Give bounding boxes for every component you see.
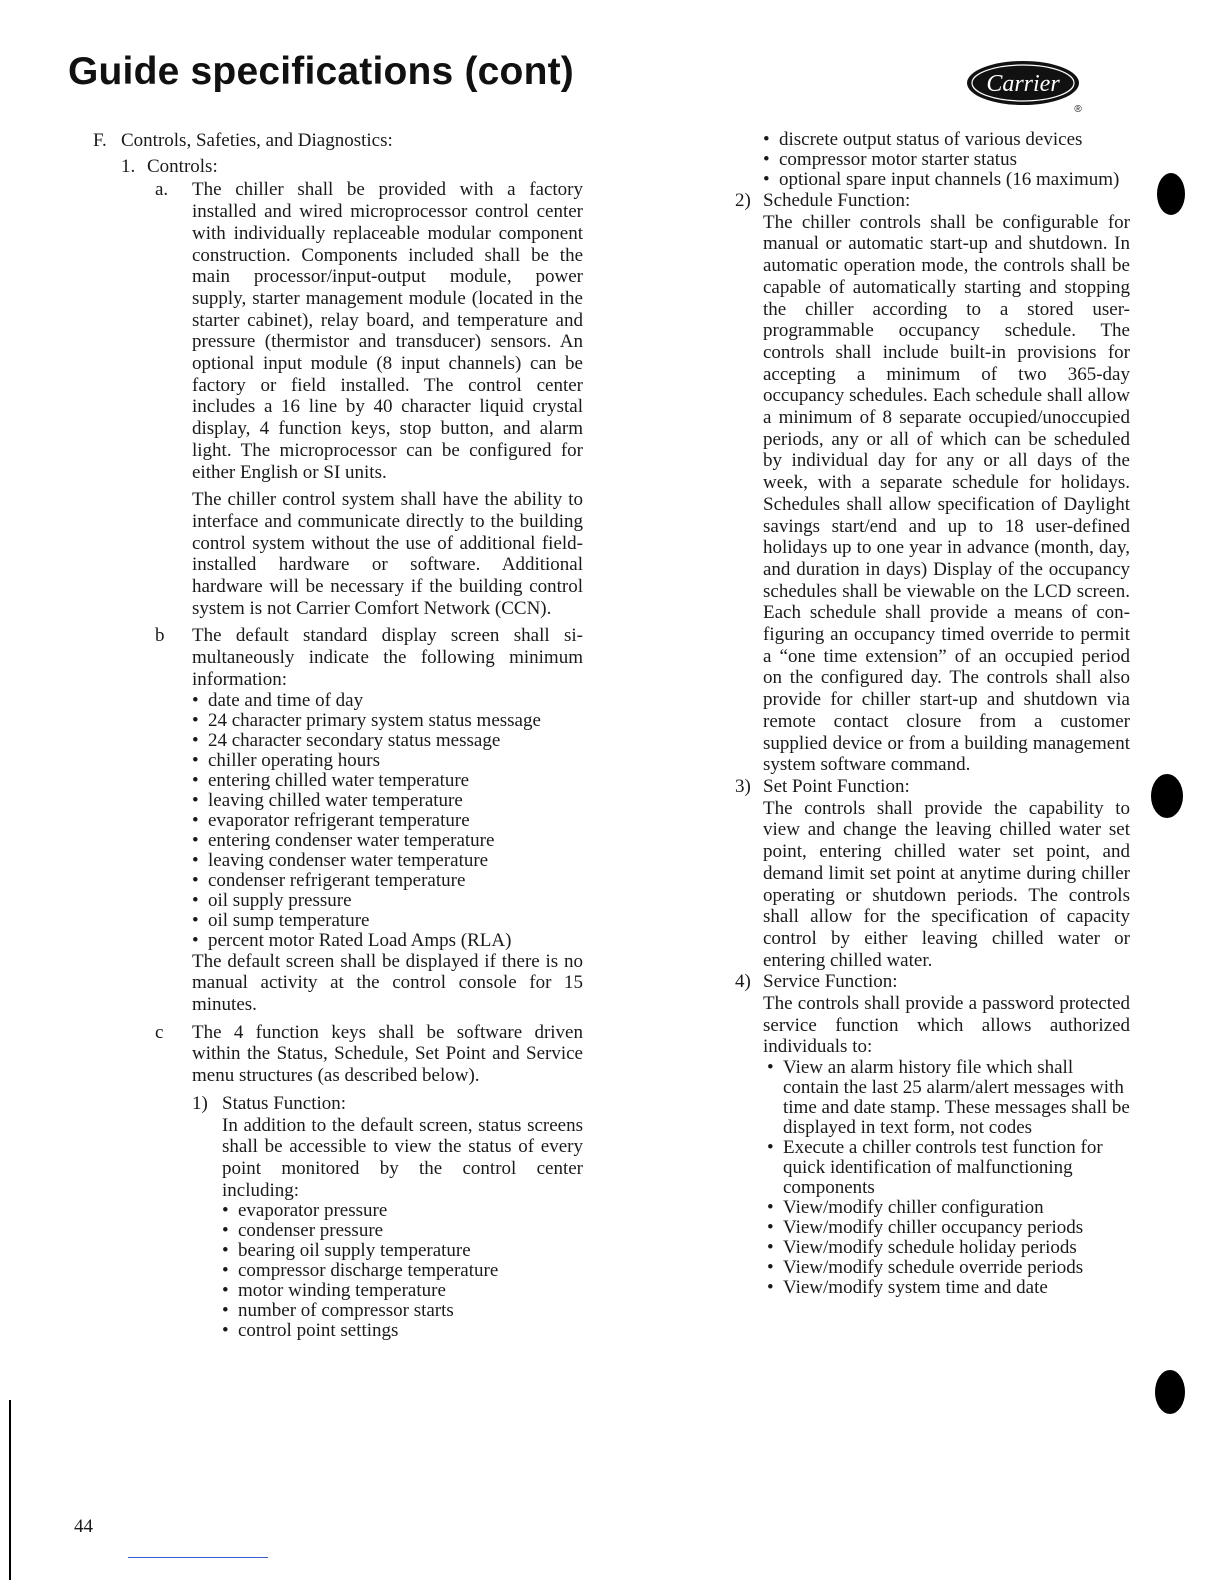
service-function-heading <box>735 971 1130 993</box>
set-point-function-title: Set Point Function: <box>763 775 910 797</box>
list-item: • control point settings <box>222 1321 583 1341</box>
list-item: • discrete output status of various devices <box>763 130 1130 150</box>
set-point-function-heading <box>735 776 1130 798</box>
status-function-label: 1) <box>192 1092 208 1114</box>
controls-items <box>121 179 583 1341</box>
service-actions-list <box>763 1058 1130 1298</box>
scan-edge-mark <box>9 1400 11 1580</box>
left-column <box>93 130 583 1341</box>
controls-heading <box>121 156 583 178</box>
schedule-function <box>735 190 1130 776</box>
list-item: • leaving condenser water temperature <box>192 851 583 871</box>
controls-label: 1. <box>121 155 136 177</box>
item-a-paragraph-2: The chiller control system shall have the ability to interface and communicate directly to the building control system without the use of additional field-installed hardware or software. Additional hardware will be necessary if the building control system is not Carrier Comfort Network (CCN). <box>192 489 583 619</box>
set-point-function <box>735 776 1130 971</box>
schedule-function-heading <box>735 190 1130 212</box>
item-c-intro: The 4 function keys shall be software driven within the Status, Schedule, Set Point and Service menu structures (as described below). <box>192 1021 583 1087</box>
set-point-function-body: The controls shall provide the capability to view and change the leaving chilled water set point, entering chilled water set point, and demand limit set point at anytime during chiller operating or shutdown periods. The controls shall allow for the specification of capacity control by either leaving chilled water or entering chilled water. <box>763 797 1130 971</box>
list-item: • 24 character primary system status message <box>192 711 583 731</box>
section-f-heading <box>93 130 583 152</box>
section-title: Controls, Safeties, and Diagnostics: <box>121 130 393 151</box>
status-function <box>192 1093 583 1342</box>
list-item: • View/modify schedule holiday periods <box>767 1238 1130 1258</box>
list-item: • compressor discharge temperature <box>222 1261 583 1281</box>
schedule-function-title: Schedule Function: <box>763 190 911 211</box>
list-item: • evaporator refrigerant temperature <box>192 811 583 831</box>
controls-section <box>93 156 583 1342</box>
item-b-label: b <box>155 625 165 647</box>
controls-title: Controls: <box>147 155 218 177</box>
default-screen-list <box>192 691 583 951</box>
item-b-intro: The default standard display screen shall simultaneously indicate the following minimum information: <box>192 625 583 690</box>
list-item: • percent motor Rated Load Amps (RLA) <box>192 931 583 951</box>
item-a-label: a. <box>155 179 169 201</box>
service-function-body: The controls shall provide a password protected service function which allows authorized individuals to: <box>763 993 1130 1058</box>
service-function-title: Service Function: <box>763 971 898 993</box>
binder-hole-middle <box>1151 774 1183 818</box>
footer-rule <box>128 1557 268 1558</box>
section-label: F. <box>93 130 107 151</box>
list-item: • entering chilled water temperature <box>192 771 583 791</box>
status-function-title: Status Function: <box>222 1092 347 1114</box>
list-item: • bearing oil supply temperature <box>222 1241 583 1261</box>
item-b <box>155 625 583 1015</box>
list-item: • oil supply pressure <box>192 891 583 911</box>
carrier-logo-graphic <box>965 58 1087 116</box>
status-function-body: In addition to the default screen, status screens shall be accessible to view the status of every point monitored by the control center including: <box>222 1114 583 1201</box>
list-item: • View/modify schedule override periods <box>767 1258 1130 1278</box>
item-c-label: c <box>155 1021 164 1043</box>
list-item: • motor winding temperature <box>222 1281 583 1301</box>
list-item: • View/modify chiller configuration <box>767 1198 1130 1218</box>
right-column <box>735 130 1130 1298</box>
item-b-outro: The default screen shall be displayed if there is no manual activity at the control console for 15 minutes. <box>192 950 583 1015</box>
list-item: • condenser refrigerant temperature <box>192 871 583 891</box>
list-item: • entering condenser water temperature <box>192 831 583 851</box>
list-item: • number of compressor starts <box>222 1301 583 1321</box>
binder-hole-top <box>1157 173 1185 215</box>
list-item: • View/modify system time and date <box>767 1278 1130 1298</box>
carrier-logo <box>965 58 1087 116</box>
list-item: • date and time of day <box>192 691 583 711</box>
list-item: • optional spare input channels (16 maximum) <box>763 170 1130 190</box>
list-item: • leaving chilled water temperature <box>192 791 583 811</box>
item-a <box>155 179 583 619</box>
page-title: Guide specifications (cont) <box>68 50 574 93</box>
service-function-label: 4) <box>735 971 751 993</box>
binder-hole-bottom <box>1155 1370 1185 1414</box>
status-points-list-continued <box>735 130 1130 190</box>
registered-mark: ® <box>1074 104 1082 115</box>
list-item: • 24 character secondary status message <box>192 731 583 751</box>
set-point-function-label: 3) <box>735 775 751 797</box>
list-item: • chiller operating hours <box>192 751 583 771</box>
list-item: • evaporator pressure <box>222 1201 583 1221</box>
logo-wordmark: Carrier <box>986 71 1060 97</box>
item-a-paragraph-1: The chiller shall be provided with a factory installed and wired microprocessor control center with individually replaceable modular component construction. Components included shall be the main processor/input-output module, power supply, starter management module (located in the starter cabinet), relay board, and temperature and pressure (thermistor and transducer) sensors. An optional input module (8 input channels) can be factory or field installed. The control center includes a 16 line by 40 character liquid crystal display, 4 function keys, stop button, and alarm light. The microprocessor can be configured for either English or SI units. <box>192 179 583 483</box>
schedule-function-body: The chiller controls shall be configurable for manual or automatic start-up and shutdown. In automatic operation mode, the controls shall be capable of automatically starting and stopping the chiller according to a stored user-programmable occupancy schedule. The controls shall include built-in provisions for accepting a minimum of two 365-day occupancy schedules. Each schedule shall allow a minimum of 8 separate occupied/unoccupied periods, any or all of which can be scheduled by individual day for any or all days of the week, with a separate schedule for holidays. Schedules shall allow specification of Daylight savings start/end and up to 18 user-defined holidays up to one year in advance (month, day, and duration in days) Display of the occupancy schedules shall be viewable on the LCD screen. Each schedule shall provide a means of configuring an occupancy timed override to permit a “one time extension” of an occupied period on the configured day. The controls shall also provide for chiller start-up and shutdown via remote contact closure from a customer supplied device or from a building management system software command. <box>763 211 1130 776</box>
list-item: • Execute a chiller controls test function for quick identification of malfunctioning components <box>767 1138 1130 1198</box>
list-item: • View/modify chiller occupancy periods <box>767 1218 1130 1238</box>
list-item: • condenser pressure <box>222 1221 583 1241</box>
service-function <box>735 971 1130 1298</box>
list-item: • View an alarm history file which shall contain the last 25 alarm/alert messages with time and date stamp. These messages shall be displayed in text form, not codes <box>767 1058 1130 1138</box>
item-c <box>155 1021 583 1342</box>
schedule-function-label: 2) <box>735 190 751 211</box>
page-number: 44 <box>74 1516 93 1537</box>
list-item: • oil sump temperature <box>192 911 583 931</box>
list-item: • compressor motor starter status <box>763 150 1130 170</box>
status-points-list <box>222 1201 583 1341</box>
